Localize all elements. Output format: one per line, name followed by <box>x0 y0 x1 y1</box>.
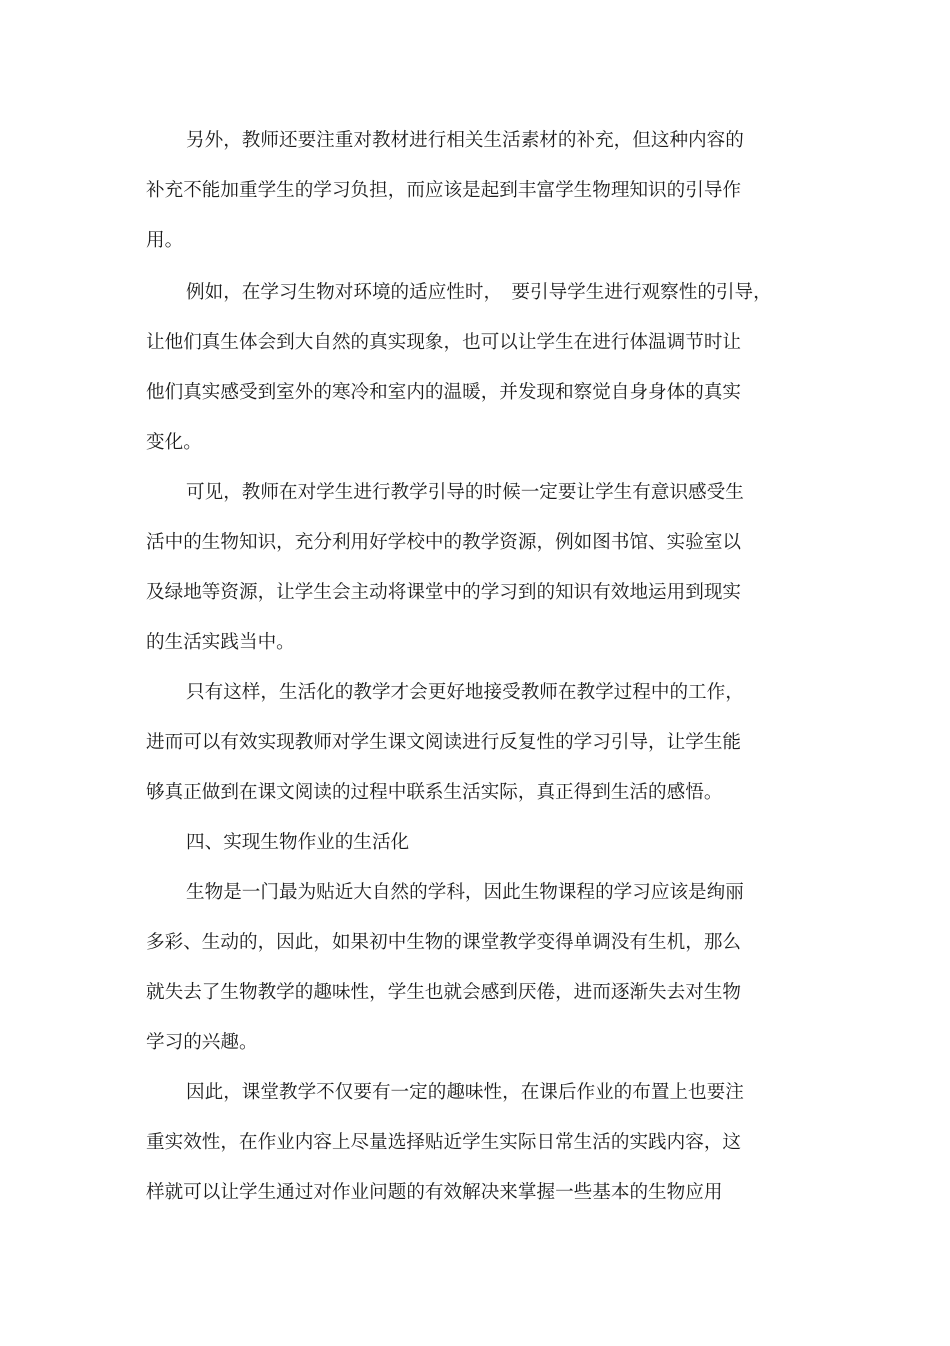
text-line: 用。 <box>146 230 184 251</box>
text-line: 例如，在学习生物对环境的适应性时， 要引导学生进行观察性的引导， <box>186 282 772 303</box>
text-line: 及绿地等资源，让学生会主动将课堂中的学习到的知识有效地运用到现实 <box>146 582 742 603</box>
text-line: 只有这样，生活化的教学才会更好地接受教师在教学过程中的工作， <box>186 682 744 703</box>
text-line: 因此，课堂教学不仅要有一定的趣味性，在课后作业的布置上也要注 <box>186 1082 744 1103</box>
text-line: 重实效性，在作业内容上尽量选择贴近学生实际日常生活的实践内容，这 <box>146 1132 742 1153</box>
text-line: 他们真实感受到室外的寒冷和室内的温暖，并发现和察觉自身身体的真实 <box>146 382 742 403</box>
text-line: 可见，教师在对学生进行教学引导的时候一定要让学生有意识感受生 <box>186 482 744 503</box>
text-line: 的生活实践当中。 <box>146 632 295 653</box>
text-line: 让他们真生体会到大自然的真实现象，也可以让学生在进行体温调节时让 <box>146 332 742 353</box>
text-line: 活中的生物知识，充分利用好学校中的教学资源，例如图书馆、实验室以 <box>146 532 742 553</box>
text-line: 变化。 <box>146 432 202 453</box>
text-line: 生物是一门最为贴近大自然的学科，因此生物课程的学习应该是绚丽 <box>186 882 744 903</box>
text-line: 另外，教师还要注重对教材进行相关生活素材的补充，但这种内容的 <box>186 130 744 151</box>
text-line: 学习的兴趣。 <box>146 1032 258 1053</box>
text-line: 就失去了生物教学的趣味性，学生也就会感到厌倦，进而逐渐失去对生物 <box>146 982 742 1003</box>
text-line: 样就可以让学生通过对作业问题的有效解决来掌握一些基本的生物应用 <box>146 1182 723 1203</box>
text-line: 补充不能加重学生的学习负担，而应该是起到丰富学生物理知识的引导作 <box>146 180 742 201</box>
text-line: 进而可以有效实现教师对学生课文阅读进行反复性的学习引导，让学生能 <box>146 732 742 753</box>
text-line: 够真正做到在课文阅读的过程中联系生活实际，真正得到生活的感悟。 <box>146 782 723 803</box>
text-line: 多彩、生动的，因此，如果初中生物的课堂教学变得单调没有生机，那么 <box>146 932 742 953</box>
section-heading-text: 四、实现生物作业的生活化 <box>186 832 410 853</box>
